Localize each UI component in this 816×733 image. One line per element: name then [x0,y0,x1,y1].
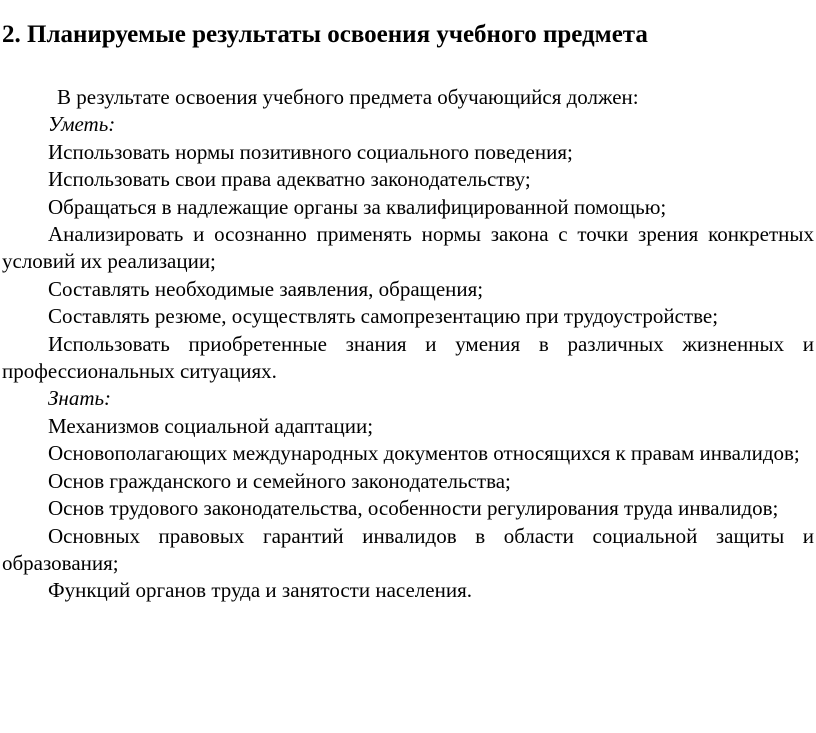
knowledge-item: Функций органов труда и занятости населения. [48,578,472,603]
knowledge-item: Основ трудового законодательства, особенности регулирования труда инвалидов; [48,496,779,521]
knowledge-subheading: Знать: [48,386,112,411]
knowledge-item: Механизмов социальной адаптации; [48,413,374,438]
skill-item: Составлять резюме, осуществлять самопрезентацию при трудоустройстве; [48,304,719,329]
skills-subheading: Уметь: [48,112,116,137]
intro-paragraph: В результате освоения учебного предмета обучающийся должен: [57,85,639,109]
skill-item: Составлять необходимые заявления, обращения; [48,276,484,301]
skill-item: Обращаться в надлежащие органы за квалифицированной помощью; [48,194,667,219]
skill-item: Использовать свои права адекватно законодательству; [48,167,531,192]
skill-item: Использовать нормы позитивного социального поведения; [48,139,573,164]
knowledge-item: Основополагающих международных документов относящихся к правам инвалидов; [48,441,800,466]
knowledge-item: Основных правовых гарантий инвалидов в области социальной защиты и образования; [2,523,814,575]
knowledge-item: Основ гражданского и семейного законодательства; [48,468,511,493]
section-heading: 2. Планируемые результаты освоения учебного предмета [2,21,648,48]
skill-item: Использовать приобретенные знания и умения в различных жизненных и профессиональных ситуациях. [2,331,814,384]
document-body [2,84,814,605]
skill-item: Анализировать и осознанно применять нормы закона с точки зрения конкретных условий их реализации; [2,222,814,274]
